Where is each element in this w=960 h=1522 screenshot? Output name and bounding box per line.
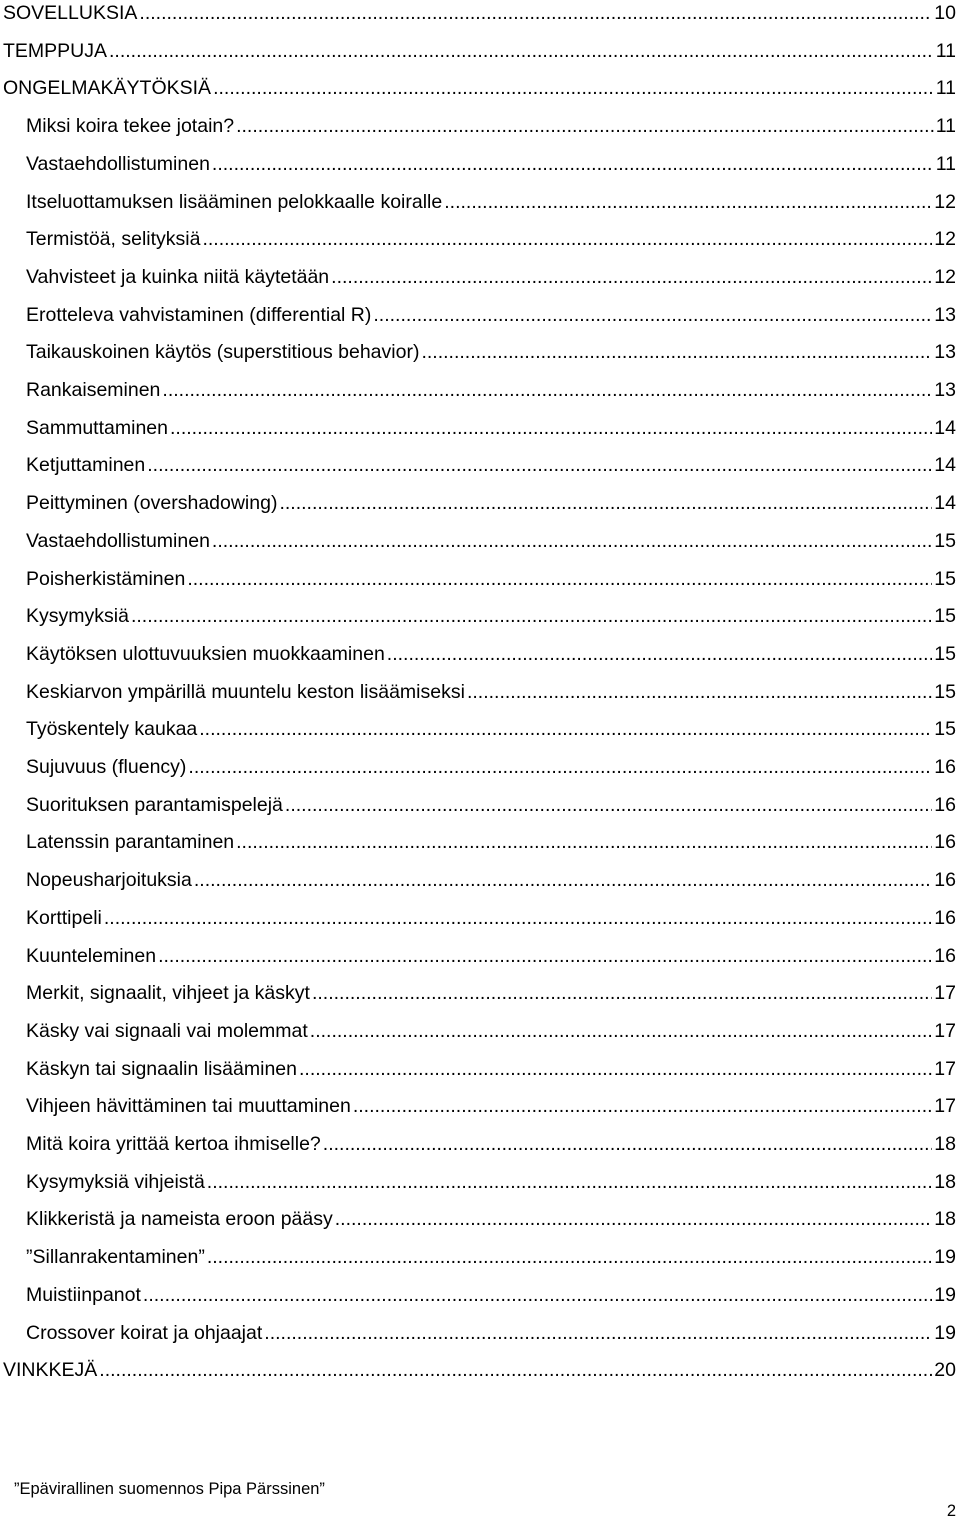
toc-entry[interactable] xyxy=(26,602,956,630)
toc-entry[interactable] xyxy=(26,678,956,706)
toc-entry-title: Sammuttaminen xyxy=(26,416,168,439)
toc-entry-page: 11 xyxy=(935,39,956,62)
toc-leader-dots xyxy=(202,225,932,253)
toc-entry-page: 18 xyxy=(934,1208,956,1231)
toc-entry-page: 20 xyxy=(934,1359,956,1382)
toc-leader-dots xyxy=(236,112,934,140)
toc-leader-dots xyxy=(312,979,932,1007)
toc-entry[interactable] xyxy=(26,1055,956,1083)
toc-entry[interactable] xyxy=(26,791,956,819)
toc-entry[interactable] xyxy=(26,188,956,216)
toc-entry-title: Vastaehdollistuminen xyxy=(26,152,210,175)
toc-entry-page: 19 xyxy=(934,1246,956,1269)
toc-leader-dots xyxy=(207,1168,933,1196)
toc-leader-dots xyxy=(99,1356,932,1384)
toc-entry[interactable] xyxy=(26,1130,956,1158)
toc-entry-page: 16 xyxy=(934,831,956,854)
toc-entry-title: Muistiinpanot xyxy=(26,1283,141,1306)
toc-entry-page: 15 xyxy=(934,529,956,552)
toc-entry[interactable] xyxy=(26,150,956,178)
toc-entry-title: TEMPPUJA xyxy=(3,39,108,62)
toc-leader-dots xyxy=(147,451,932,479)
toc-entry[interactable] xyxy=(26,112,956,140)
toc-leader-dots xyxy=(162,376,932,404)
toc-entry-title: Taikauskoinen käytös (superstitious behavior) xyxy=(26,341,420,364)
toc-entry-title: Poisherkistäminen xyxy=(26,567,186,590)
toc-entry[interactable] xyxy=(26,414,956,442)
toc-entry-title: Erotteleva vahvistaminen (differential R) xyxy=(26,303,372,326)
toc-entry-title: Keskiarvon ympärillä muuntelu keston lisäämiseksi xyxy=(26,680,465,703)
toc-entry-title: Nopeusharjoituksia xyxy=(26,869,192,892)
toc-entry[interactable] xyxy=(26,753,956,781)
toc-leader-dots xyxy=(323,1130,933,1158)
toc-entry-title: Suorituksen parantamispelejä xyxy=(26,793,283,816)
toc-leader-dots xyxy=(279,489,932,517)
toc-entry[interactable] xyxy=(26,489,956,517)
toc-entry-title: Termistöä, selityksiä xyxy=(26,228,201,251)
toc-entry-page: 14 xyxy=(934,454,956,477)
toc-entry-title: Sujuvuus (fluency) xyxy=(26,756,187,778)
toc-leader-dots xyxy=(139,0,932,27)
toc-entry-page: 13 xyxy=(934,379,956,401)
toc-entry-page: 15 xyxy=(934,718,956,741)
toc-entry[interactable] xyxy=(26,1017,956,1045)
toc-entry-page: 14 xyxy=(934,492,956,515)
page-number: 2 xyxy=(946,1502,956,1520)
toc-leader-dots xyxy=(199,715,932,743)
toc-entry-title: Korttipeli xyxy=(26,906,102,929)
toc-entry[interactable] xyxy=(26,338,956,366)
toc-leader-dots xyxy=(207,1243,932,1271)
toc-entry[interactable] xyxy=(26,1168,956,1196)
toc-leader-dots xyxy=(170,414,932,442)
toc-leader-dots xyxy=(387,640,933,668)
toc-entry-title: Käytöksen ulottuvuuksien muokkaaminen xyxy=(26,642,385,665)
toc-entry-title: Rankaiseminen xyxy=(26,379,161,401)
toc-entry[interactable] xyxy=(26,301,956,329)
toc-entry[interactable] xyxy=(3,37,956,65)
toc-entry-page: 14 xyxy=(934,416,956,439)
toc-entry-page: 11 xyxy=(935,115,956,138)
toc-entry[interactable] xyxy=(26,1205,956,1233)
toc-entry[interactable] xyxy=(3,0,956,27)
toc-entry-title: SOVELLUKSIA xyxy=(3,2,138,24)
toc-entry-title: Kuunteleminen xyxy=(26,944,157,967)
toc-entry-page: 10 xyxy=(934,2,956,24)
toc-entry-title: Kysymyksiä vihjeistä xyxy=(26,1170,205,1193)
toc-leader-dots xyxy=(109,37,934,65)
toc-leader-dots xyxy=(158,942,932,970)
toc-entry-title: Käskyn tai signaalin lisääminen xyxy=(26,1057,297,1080)
toc-leader-dots xyxy=(335,1205,933,1233)
toc-entry-page: 18 xyxy=(934,1170,956,1193)
toc-entry[interactable] xyxy=(26,904,956,932)
toc-entry-title: ”Sillanrakentaminen” xyxy=(26,1246,205,1269)
toc-entry-page: 13 xyxy=(934,303,956,326)
toc-entry[interactable] xyxy=(26,1243,956,1271)
toc-entry-page: 11 xyxy=(935,77,956,100)
toc-entry[interactable] xyxy=(26,640,956,668)
toc-entry[interactable] xyxy=(26,1281,956,1309)
toc-leader-dots xyxy=(131,602,932,630)
toc-entry[interactable] xyxy=(26,828,956,856)
toc-entry-page: 11 xyxy=(935,152,956,175)
toc-entry-page: 12 xyxy=(934,228,956,251)
toc-entry-title: Crossover koirat ja ohjaajat xyxy=(26,1321,263,1344)
toc-leader-dots xyxy=(353,1092,932,1120)
toc-leader-dots xyxy=(264,1319,932,1347)
toc-entry-page: 16 xyxy=(934,869,956,892)
toc-leader-dots xyxy=(310,1017,933,1045)
toc-entry-page: 15 xyxy=(934,567,956,590)
toc-entry[interactable] xyxy=(26,376,956,404)
toc-entry-page: 17 xyxy=(934,1019,956,1042)
toc-entry[interactable] xyxy=(3,74,956,102)
toc-entry[interactable] xyxy=(26,263,956,291)
toc-leader-dots xyxy=(187,565,932,593)
toc-entry-page: 15 xyxy=(934,642,956,665)
toc-leader-dots xyxy=(331,263,932,291)
toc-entry-title: Klikkeristä ja nameista eroon pääsy xyxy=(26,1208,333,1231)
toc-entry-page: 12 xyxy=(934,190,956,213)
toc-leader-dots xyxy=(299,1055,932,1083)
toc-entry-page: 13 xyxy=(934,341,956,364)
toc-leader-dots xyxy=(285,791,932,819)
toc-entry-page: 15 xyxy=(934,680,956,703)
toc-entry-page: 16 xyxy=(934,944,956,967)
toc-entry[interactable] xyxy=(26,565,956,593)
toc-entry-title: Itseluottamuksen lisääminen pelokkaalle koiralle xyxy=(26,190,443,213)
toc-entry-title: Vihjeen hävittäminen tai muuttaminen xyxy=(26,1095,351,1118)
toc-entry-page: 16 xyxy=(934,793,956,816)
toc-leader-dots xyxy=(236,828,932,856)
toc-entry-page: 19 xyxy=(934,1283,956,1306)
toc-entry-title: Mitä koira yrittää kertoa ihmiselle? xyxy=(26,1133,321,1155)
toc-entry[interactable] xyxy=(26,1092,956,1120)
toc-entry-title: Peittyminen (overshadowing) xyxy=(26,492,278,515)
toc-entry[interactable] xyxy=(26,1319,956,1347)
toc-entry[interactable] xyxy=(3,1356,956,1384)
toc-leader-dots xyxy=(104,904,932,932)
toc-entry-title: Vastaehdollistuminen xyxy=(26,529,210,552)
toc-entry-page: 16 xyxy=(934,906,956,929)
toc-entry-title: Merkit, signaalit, vihjeet ja käskyt xyxy=(26,982,310,1005)
toc-entry-title: Työskentely kaukaa xyxy=(26,718,198,741)
toc-leader-dots xyxy=(444,188,932,216)
toc-entry-page: 12 xyxy=(934,265,956,288)
toc-entry-title: Miksi koira tekee jotain? xyxy=(26,115,235,138)
toc-entry-page: 17 xyxy=(934,1095,956,1118)
toc-leader-dots xyxy=(421,338,932,366)
toc-entry-title: Vahvisteet ja kuinka niitä käytetään xyxy=(26,265,330,288)
toc-leader-dots xyxy=(188,753,932,781)
toc-entry-title: VINKKEJÄ xyxy=(3,1359,98,1382)
toc-entry-page: 16 xyxy=(934,756,956,778)
toc-entry-page: 17 xyxy=(934,982,956,1005)
toc-entry[interactable] xyxy=(26,866,956,894)
toc-leader-dots xyxy=(143,1281,932,1309)
toc-leader-dots xyxy=(194,866,932,894)
toc-leader-dots xyxy=(373,301,932,329)
toc-entry[interactable] xyxy=(26,451,956,479)
toc-entry-page: 15 xyxy=(934,605,956,628)
toc-entry-page: 17 xyxy=(934,1057,956,1080)
toc-entry[interactable] xyxy=(26,527,956,555)
toc-leader-dots xyxy=(212,150,934,178)
toc-entry-page: 18 xyxy=(934,1133,956,1155)
toc-entry[interactable] xyxy=(26,225,956,253)
toc-leader-dots xyxy=(213,74,934,102)
toc-leader-dots xyxy=(212,527,932,555)
footer-credit: ”Epävirallinen suomennos Pipa Pärssinen” xyxy=(14,1480,325,1498)
toc-entry[interactable] xyxy=(26,979,956,1007)
toc-entry[interactable] xyxy=(26,942,956,970)
toc-entry-title: ONGELMAKÄYTÖKSIÄ xyxy=(3,77,212,100)
toc-entry-title: Ketjuttaminen xyxy=(26,454,146,477)
toc-entry-title: Käsky vai signaali vai molemmat xyxy=(26,1019,308,1042)
toc-leader-dots xyxy=(467,678,932,706)
toc-entry[interactable] xyxy=(26,715,956,743)
toc-entry-title: Kysymyksiä xyxy=(26,605,129,628)
toc-entry-page: 19 xyxy=(934,1321,956,1344)
toc-entry-title: Latenssin parantaminen xyxy=(26,831,235,854)
